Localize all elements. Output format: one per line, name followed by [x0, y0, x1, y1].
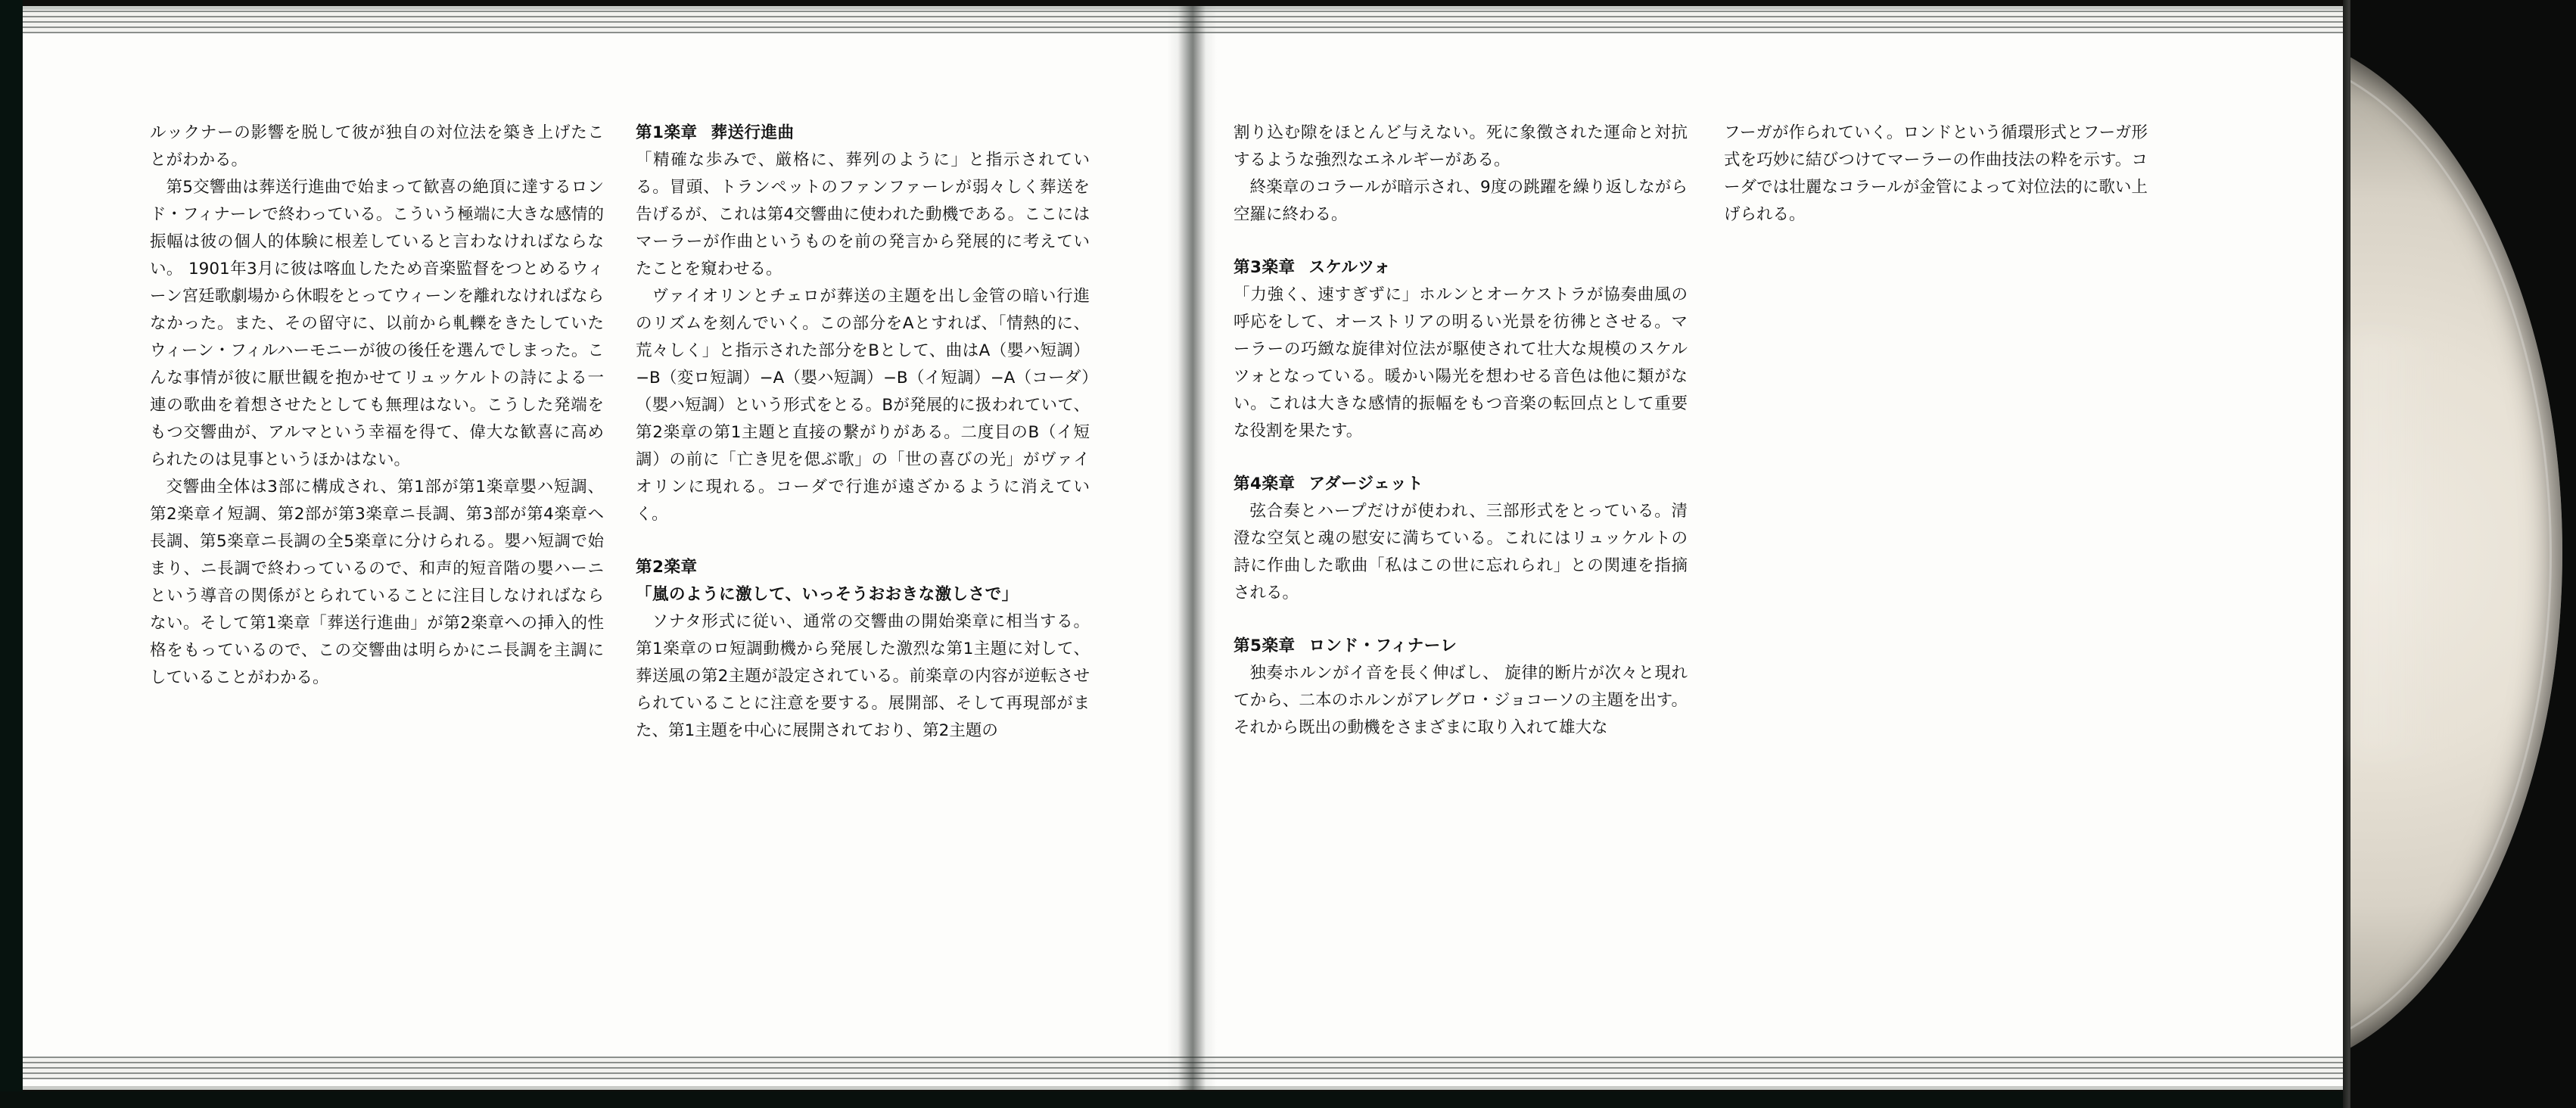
scanner-frame-left-edge	[0, 0, 23, 1108]
movement-title: アダージェット	[1308, 475, 1424, 493]
movement-title: ロンド・フィナーレ	[1308, 636, 1458, 655]
paragraph: 弦合奏とハープだけが使われ、三部形式をとっている。清澄な空気と魂の慰安に満ちている。これにはリュッケルトの詩に作曲した歌曲「私はこの世に忘れられ」との関連を指摘される。	[1234, 502, 1688, 602]
text-column-3	[1234, 120, 1688, 742]
movement-label: 第4楽章	[1234, 475, 1296, 493]
text-column-2	[636, 120, 1090, 745]
section-heading-movement-2-subtitle: 「嵐のように激して、いっそうおおきな激しさで」	[636, 585, 1019, 604]
movement-title: 葬送行進曲	[711, 123, 795, 142]
section-heading-movement-1	[636, 120, 1090, 147]
movement-title: スケルツォ	[1308, 258, 1391, 277]
section-heading-movement-3	[1234, 254, 1688, 282]
text-column-4	[1724, 120, 2148, 229]
scanner-frame-bottom-edge	[0, 1091, 2576, 1108]
paragraph: フーガが作られていく。ロンドという循環形式とフーガ形式を巧妙に結びつけてマーラーの作曲技法の粋を示す。コーダでは壮麗なコラールが金管によって対位法的に歌い上げられる。	[1724, 123, 2148, 224]
paragraph: ヴァイオリンとチェロが葬送の主題を出し金管の暗い行進のリズムを刻んでいく。この部分をAとすれば、「情熱的に、荒々しく」と指示された部分をBとして、曲はA（嬰ハ短調）−B（変ロ短調）−A（嬰ハ短調）−B（イ短調）−A（コーダ）（嬰ハ短調）という形式をとる。Bが発展的に扱われていて、第2楽章の第1主題と直接の繋がりがある。二度目のB（イ短調）の前に「亡き児を偲ぶ歌」の「世の喜びの光」がヴァイオリンに現れる。コーダで行進が遠ざかるように消えていく。	[636, 287, 1090, 524]
booklet-center-gutter	[1167, 6, 1217, 1090]
movement-label: 第1楽章	[636, 123, 698, 142]
paragraph: 終楽章のコラールが暗示され、9度の跳躍を繰り返しながら空羅に終わる。	[1234, 178, 1688, 224]
cd-booklet-spread	[23, 6, 2350, 1090]
paragraph: 第5交響曲は葬送行進曲で始まって歓喜の絶頂に達するロンド・フィナーレで終わっている。こういう極端に大きな感情的振幅は彼の個人的体験に根差していると言わなければならない。 1901年3月に彼は喀血したため音楽監督をつとめるウィーン宮廷歌劇場から休暇をとってウィーンを離れなければならなかった。また、その留守に、以前から軋轢をきたしていたウィーン・フィルハーモニーが彼の後任を選んでしまった。こんな事情が彼に厭世観を抱かせてリュッケルトの詩による一連の歌曲を着想させたとしても無理はない。こうした発端をもつ交響曲が、アルマという幸福を得て、偉大な歓喜に高められたのは見事というほかはない。	[150, 178, 604, 469]
text-column-1	[150, 120, 604, 692]
section-heading-movement-5	[1234, 633, 1688, 660]
paragraph: 割り込む隙をほとんど与えない。死に象徴された運命と対抗するような強烈なエネルギーがある。	[1234, 123, 1688, 170]
movement-label: 第3楽章	[1234, 258, 1296, 277]
paragraph: 「力強く、速すぎずに」ホルンとオーケストラが協奏曲風の呼応をして、オーストリアの明るい光景を彷彿とさせる。マーラーの巧緻な旋律対位法が駆使されて壮大な規模のスケルツォとなっている。暖かい陽光を想わせる音色は他に類がない。これは大きな感情的振幅をもつ音楽の転回点として重要な役割を果たす。	[1234, 285, 1688, 440]
movement-label: 第5楽章	[1234, 636, 1296, 655]
section-heading-movement-2: 第2楽章	[636, 558, 698, 577]
paragraph: 交響曲全体は3部に構成され、第1部が第1楽章嬰ハ短調、第2楽章イ短調、第2部が第3楽章ニ長調、第3部が第4楽章ヘ長調、第5楽章ニ長調の全5楽章に分けられる。嬰ハ短調で始まり、ニ長調で終わっているので、和声的短音階の嬰ハーニという導音の関係がとられていることに注目しなければならない。そして第1楽章「葬送行進曲」が第2楽章への挿入的性格をもっているので、この交響曲は明らかにニ長調を主調にしていることがわかる。	[150, 478, 604, 687]
paragraph: ルックナーの影響を脱して彼が独自の対位法を築き上げたことがわかる。	[150, 123, 604, 170]
disc-highlight	[2354, 333, 2444, 757]
section-heading-movement-4	[1234, 471, 1688, 498]
paragraph: 独奏ホルンがイ音を長く伸ばし、 旋律的断片が次々と現れてから、二本のホルンがアレグロ・ジョコーソの主題を出す。それから既出の動機をさまざまに取り入れて雄大な	[1234, 664, 1688, 737]
paragraph: 「精確な歩みで、厳格に、葬列のように」と指示されている。冒頭、トランペットのファンファーレが弱々しく葬送を告げるが、これは第4交響曲に使われた動機である。ここにはマーラーが作曲というものを前の発言から発展的に考えていたことを窺わせる。	[636, 151, 1090, 279]
paragraph: ソナタ形式に従い、通常の交響曲の開始楽章に相当する。第1楽章のロ短調動機から発展した激烈な第1主題に対して、葬送風の第2主題が設定されている。前楽章の内容が逆転させられていることに注意を要する。展開部、そして再現部がまた、第1主題を中心に展開されており、第2主題の	[636, 612, 1090, 740]
